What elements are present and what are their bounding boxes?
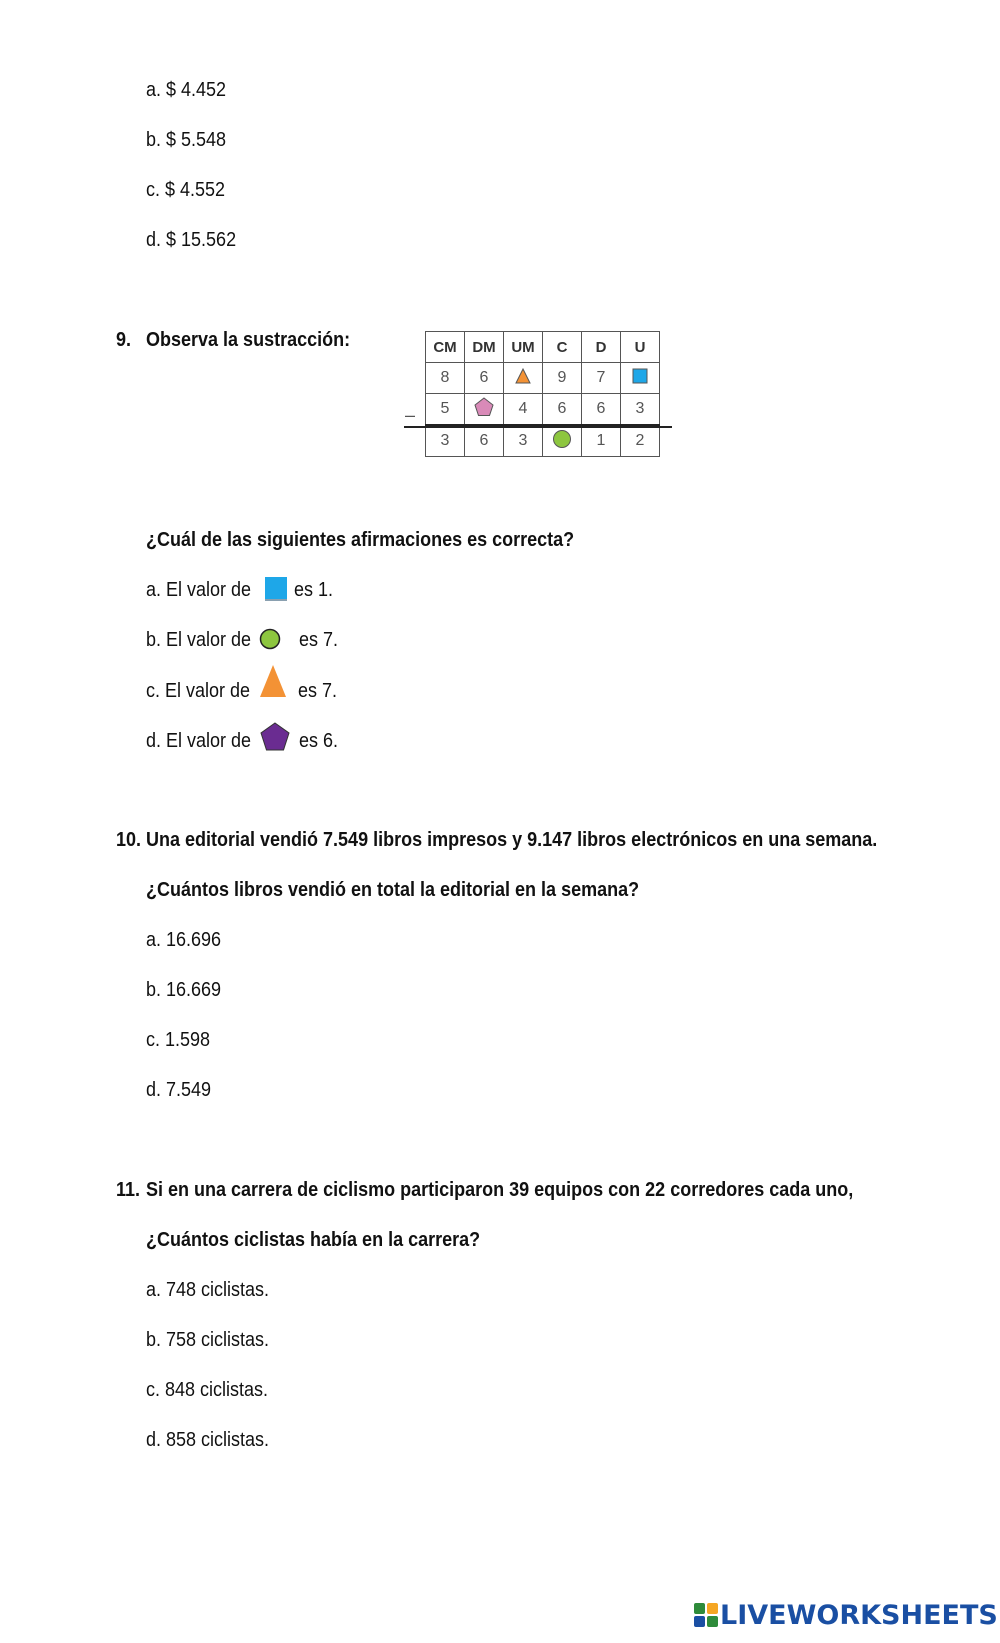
blue-square-icon [632, 368, 648, 384]
q8-option-d[interactable]: d. $ 15.562 [146, 229, 237, 251]
header-u: U [621, 332, 660, 363]
cell-r1-c: 9 [543, 363, 582, 394]
q9-option-b-prefix[interactable]: b. El valor de [146, 629, 252, 651]
q9-option-a-prefix[interactable]: a. El valor de [146, 579, 252, 601]
q9-number: 9. [116, 329, 132, 351]
cell-r1-dm: 6 [465, 363, 504, 394]
cell-r2-dm [465, 394, 504, 426]
q9-title: Observa la sustracción: [146, 329, 351, 351]
q10-number: 10. [116, 829, 142, 851]
blue-square-icon [264, 576, 288, 602]
q8-option-a[interactable]: a. $ 4.452 [146, 79, 227, 101]
q8-option-c[interactable]: c. $ 4.552 [146, 179, 226, 201]
logo-mark-icon [694, 1603, 718, 1627]
q9-option-d-prefix[interactable]: d. El valor de [146, 730, 252, 752]
orange-triangle-icon [259, 664, 287, 698]
cell-r2-u: 3 [621, 394, 660, 426]
cell-r3-u: 2 [621, 425, 660, 457]
green-circle-icon [259, 628, 281, 650]
liveworksheets-logo[interactable] [694, 1598, 998, 1632]
q9-option-c-suffix: es 7. [298, 680, 338, 702]
logo-text: LIVEWORKSHEETS [720, 1599, 998, 1631]
pink-pentagon-icon [474, 397, 494, 417]
cell-r3-dm: 6 [465, 425, 504, 457]
header-c: C [543, 332, 582, 363]
header-um: UM [504, 332, 543, 363]
q9-option-d-suffix: es 6. [299, 730, 339, 752]
subtraction-table [425, 331, 660, 457]
q10-option-a[interactable]: a. 16.696 [146, 929, 222, 951]
q11-option-b[interactable]: b. 758 ciclistas. [146, 1329, 270, 1351]
q9-question: ¿Cuál de las siguientes afirmaciones es correcta? [146, 529, 575, 551]
q11-option-c[interactable]: c. 848 ciclistas. [146, 1379, 269, 1401]
cell-r3-cm: 3 [426, 425, 465, 457]
purple-pentagon-icon [260, 722, 290, 751]
cell-r1-d: 7 [582, 363, 621, 394]
cell-r3-c [543, 425, 582, 457]
minus-sign: – [405, 405, 416, 425]
q9-option-c-prefix[interactable]: c. El valor de [146, 680, 251, 702]
cell-r2-c: 6 [543, 394, 582, 426]
cell-r3-um: 3 [504, 425, 543, 457]
header-cm: CM [426, 332, 465, 363]
subtraction-line [404, 426, 672, 428]
q10-option-d[interactable]: d. 7.549 [146, 1079, 212, 1101]
cell-r2-um: 4 [504, 394, 543, 426]
green-circle-icon [552, 429, 572, 449]
q10-question: ¿Cuántos libros vendió en total la editorial en la semana? [146, 879, 640, 901]
orange-triangle-icon [515, 368, 531, 384]
cell-r1-cm: 8 [426, 363, 465, 394]
cell-r1-um [504, 363, 543, 394]
q10-option-b[interactable]: b. 16.669 [146, 979, 222, 1001]
cell-r2-d: 6 [582, 394, 621, 426]
q10-option-c[interactable]: c. 1.598 [146, 1029, 211, 1051]
q11-option-a[interactable]: a. 748 ciclistas. [146, 1279, 270, 1301]
header-dm: DM [465, 332, 504, 363]
cell-r2-cm: 5 [426, 394, 465, 426]
cell-r3-d: 1 [582, 425, 621, 457]
q10-text: Una editorial vendió 7.549 libros impresos y 9.147 libros electrónicos en una semana. [146, 829, 878, 851]
q9-option-b-suffix: es 7. [299, 629, 339, 651]
q9-option-a-suffix: es 1. [294, 579, 334, 601]
q11-number: 11. [116, 1179, 141, 1201]
cell-r1-u [621, 363, 660, 394]
q11-question: ¿Cuántos ciclistas había en la carrera? [146, 1229, 481, 1251]
q8-option-b[interactable]: b. $ 5.548 [146, 129, 227, 151]
q11-option-d[interactable]: d. 858 ciclistas. [146, 1429, 270, 1451]
header-d: D [582, 332, 621, 363]
q11-text: Si en una carrera de ciclismo participaron 39 equipos con 22 corredores cada uno, [146, 1179, 854, 1201]
